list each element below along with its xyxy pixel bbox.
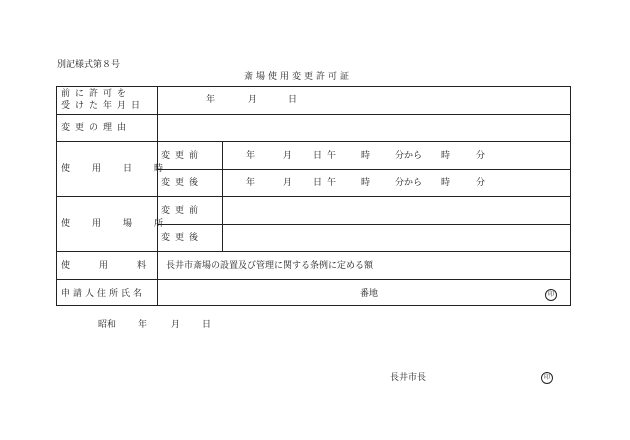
- before-hour-to: 時: [441, 151, 451, 161]
- before-minute-from: 分から: [395, 151, 423, 161]
- datetime-after-field[interactable]: [223, 170, 570, 196]
- place-after-field[interactable]: [223, 225, 570, 251]
- issue-era: 昭和: [98, 320, 117, 330]
- place-before-label: 変更前: [161, 206, 204, 216]
- after-month: 月: [283, 178, 293, 188]
- prev-permit-day: 日: [288, 95, 298, 105]
- prev-permit-label-line1: 前に許可を: [61, 89, 132, 99]
- prev-permit-year: 年: [206, 95, 216, 105]
- place-after-label: 変更後: [161, 233, 204, 243]
- applicant-label: 申請人住所氏名: [61, 289, 146, 299]
- applicant-seal-icon: 印: [545, 289, 557, 301]
- form-number: 別記様式第８号: [57, 60, 121, 70]
- after-year: 年: [246, 178, 256, 188]
- before-year: 年: [246, 151, 256, 161]
- before-month: 月: [283, 151, 293, 161]
- after-hour: 時: [361, 178, 371, 188]
- applicant-field[interactable]: [158, 280, 570, 305]
- before-hour: 時: [361, 151, 371, 161]
- after-minute-from: 分から: [395, 178, 423, 188]
- applicant-banchi: 番地: [360, 289, 379, 299]
- after-day: 日: [313, 178, 323, 188]
- after-ampm: 午: [327, 178, 337, 188]
- issue-month: 月: [171, 320, 181, 330]
- issue-year: 年: [138, 320, 148, 330]
- datetime-label: 使用日時: [61, 164, 186, 174]
- before-minute-to: 分: [476, 151, 486, 161]
- reason-field[interactable]: [158, 115, 570, 141]
- prev-permit-label-line2: 受けた年月日: [61, 101, 146, 111]
- reason-label: 変更の理由: [61, 123, 132, 133]
- mayor-seal-icon: 印: [541, 372, 553, 384]
- row-divider: [56, 251, 571, 252]
- after-hour-to: 時: [441, 178, 451, 188]
- datetime-before-field[interactable]: [223, 142, 570, 169]
- issue-day: 日: [202, 320, 212, 330]
- prev-permit-date-field[interactable]: [158, 87, 570, 114]
- before-ampm: 午: [327, 151, 337, 161]
- place-before-field[interactable]: [223, 197, 570, 224]
- after-minute-to: 分: [476, 178, 486, 188]
- datetime-before-label: 変更前: [161, 151, 204, 161]
- datetime-after-label: 変更後: [161, 178, 204, 188]
- mayor-label: 長井市長: [390, 373, 427, 383]
- document-title: 斎場使用変更許可証: [244, 72, 353, 82]
- before-day: 日: [313, 151, 323, 161]
- fee-label: 使用料: [61, 261, 176, 271]
- fee-value: 長井市斎場の設置及び管理に関する条例に定める額: [166, 261, 374, 271]
- prev-permit-month: 月: [248, 95, 258, 105]
- place-label: 使用場所: [61, 219, 186, 229]
